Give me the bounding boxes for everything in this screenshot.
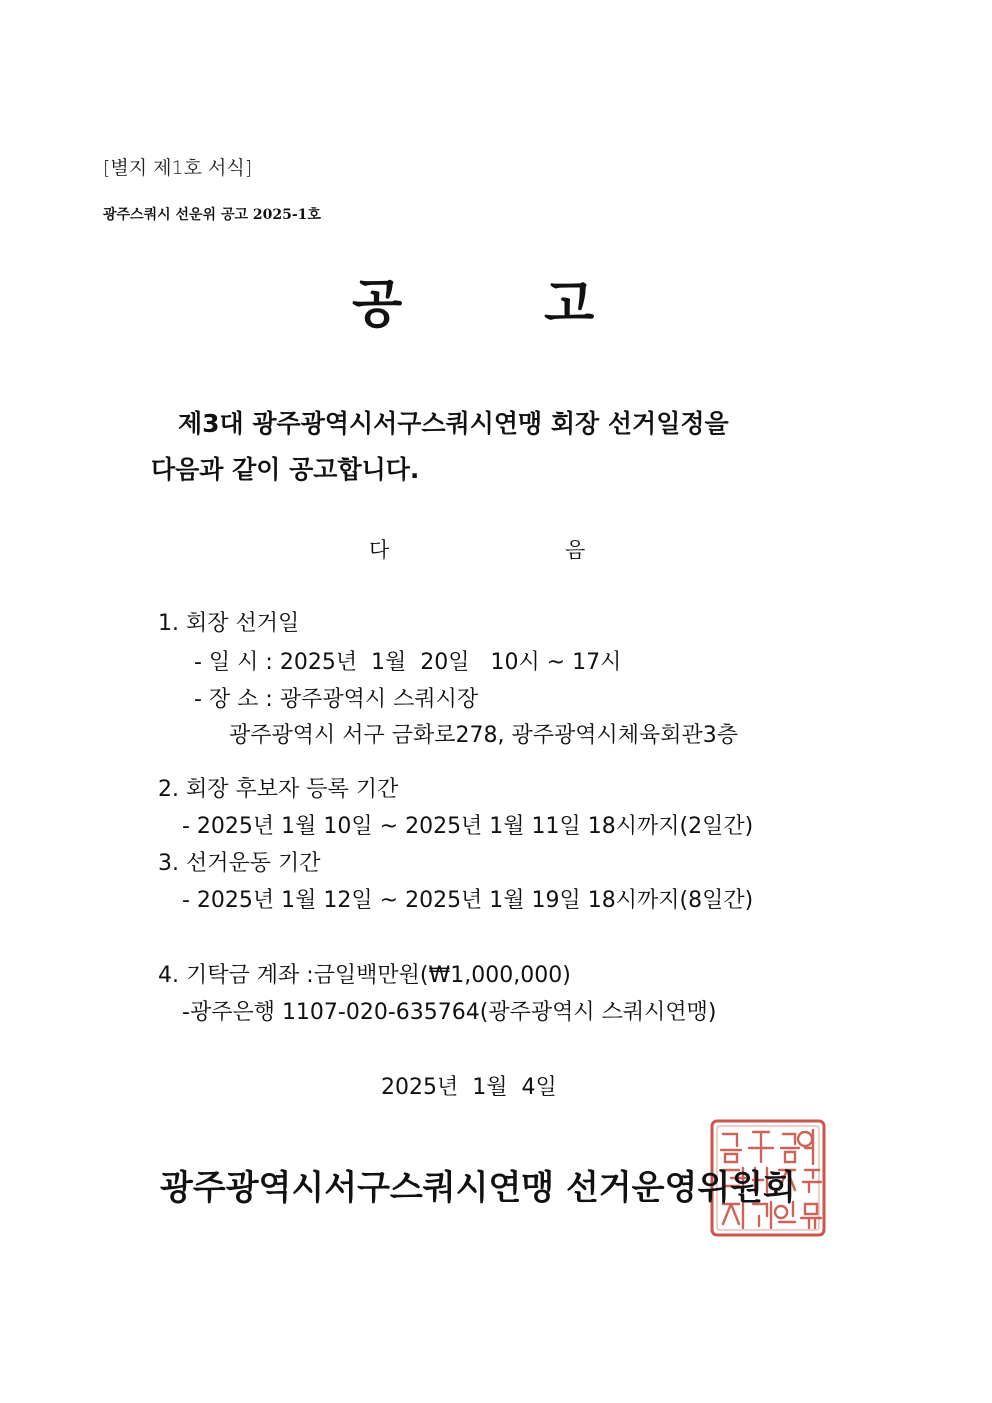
divider-right: 음 (565, 538, 586, 562)
section-3-heading: 3. 선거운동 기간 (158, 851, 321, 876)
section-1-when: - 일 시 : 2025년 1월 20일 10시 ~ 17시 (194, 650, 622, 675)
section-1-heading: 1. 회장 선거일 (158, 611, 300, 636)
section-1-where: - 장 소 : 광주광역시 스쿼시장 (194, 687, 479, 712)
section-2-heading: 2. 회장 후보자 등록 기간 (158, 777, 399, 802)
section-1-address: 광주광역시 서구 금화로278, 광주광역시체육회관3층 (229, 723, 739, 748)
page-title-char-1: 공 (352, 275, 403, 335)
intro-line-1: 제3대 광주광역시서구스쿼시연맹 회장 선거일정을 (178, 409, 729, 438)
section-4-account: -광주은행 1107-020-635764(광주광역시 스쿼시연맹) (182, 1000, 717, 1025)
notice-number: 광주스쿼시 선운위 공고 2025-1호 (103, 207, 321, 223)
form-label: [별지 제1호 서식] (103, 157, 253, 179)
section-4-heading: 4. 기탁금 계좌 :금일백만원(₩1,000,000) (158, 963, 571, 988)
section-2-period: - 2025년 1월 10일 ~ 2025년 1월 11일 18시까지(2일간) (182, 814, 754, 839)
page-title-char-2: 고 (544, 275, 595, 335)
notice-date: 2025년 1월 4일 (381, 1075, 557, 1100)
divider-left: 다 (369, 538, 390, 562)
organization-name: 광주광역시서구스쿼시연맹 선거운영위원회 (160, 1168, 796, 1208)
section-3-period: - 2025년 1월 12일 ~ 2025년 1월 19일 18시까지(8일간) (182, 888, 754, 913)
intro-line-2: 다음과 같이 공고합니다. (151, 455, 420, 484)
